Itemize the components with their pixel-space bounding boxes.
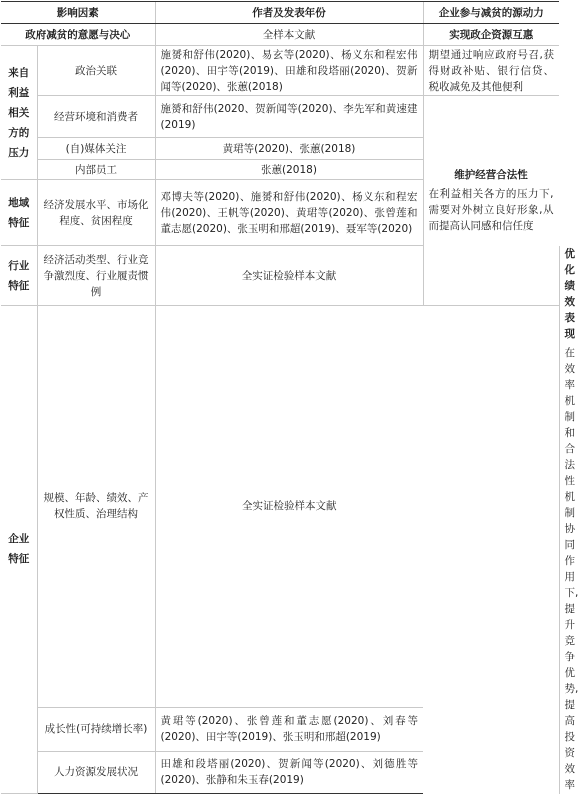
factor-cell: (自)媒体关注 xyxy=(37,138,155,160)
factor-cell: 经济活动类型、行业竞争激烈度、行业履责惯例 xyxy=(37,246,155,306)
sources-cell: 邓博夫等(2020)、施赟和舒伟(2020)、杨义东和程宏伟(2020)、王帆等(2020)、黄珺等(2020)、张曾莲和董志愿(2020)、张玉明和邢超(2019)、聂军等(2020) xyxy=(155,180,423,246)
group-label: 行业特征 xyxy=(1,246,37,306)
group-label: 来自利益相关方的压力 xyxy=(1,46,37,180)
motive-cell xyxy=(423,96,559,306)
sources-cell: 全实证检验样本文献 xyxy=(155,246,423,306)
factor-cell: 政治关联 xyxy=(37,46,155,96)
group-label: 企业特征 xyxy=(1,306,37,794)
sources-cell: 黄珺等(2020)、张蕙(2018) xyxy=(155,138,423,160)
factor-cell: 人力资源发展状况 xyxy=(37,751,155,793)
factor-cell: 经营环境和消费者 xyxy=(37,96,155,138)
factor-cell: 规模、年龄、绩效、产权性质、治理结构 xyxy=(37,306,155,708)
motive-heading: 维护经营合法性 xyxy=(454,169,528,181)
header-motive: 企业参与减贫的源动力 xyxy=(423,2,559,24)
sources-cell: 施赟和舒伟(2020)、易玄等(2020)、杨义东和程宏伟(2020)、田宇等(2019)、田雄和段塔丽(2020)、贺新闻等(2020)、张蕙(2018) xyxy=(155,46,423,96)
factor-cell: 成长性(可持续增长率) xyxy=(37,707,155,751)
table-row xyxy=(1,96,559,138)
header-row xyxy=(1,2,559,24)
header-sources: 作者及发表年份 xyxy=(155,2,423,24)
table-row xyxy=(1,306,559,708)
table-row xyxy=(1,24,559,46)
table-row xyxy=(1,707,559,751)
table-row xyxy=(1,46,559,96)
factor-cell: 政府减贫的意愿与决心 xyxy=(1,24,155,46)
table-row xyxy=(1,751,559,793)
sources-cell: 全样本文献 xyxy=(155,24,423,46)
sources-cell: 张蕙(2018) xyxy=(155,160,423,180)
sources-cell: 施赟和舒伟(2020、贺新闻等(2020)、李先军和黄速建(2019) xyxy=(155,96,423,138)
group-label: 地域特征 xyxy=(1,180,37,246)
motive-text: 期望通过响应政府号召,获得财政补贴、银行信贷、税收减免及其他便利 xyxy=(423,46,559,96)
sources-cell: 黄珺等(2020)、张曾莲和董志愿(2020)、刘春等(2020)、田宇等(2019)、张玉明和邢超(2019) xyxy=(155,707,423,751)
sources-cell: 田雄和段塔丽(2020)、贺新闻等(2020)、刘德胜等(2020)、张静和朱玉春(2019) xyxy=(155,751,423,793)
sources-cell: 全实证检验样本文献 xyxy=(155,306,423,708)
factor-cell: 内部员工 xyxy=(37,160,155,180)
table-row: 行业特征 经济活动类型、行业竞争激烈度、行业履责惯例 全实证检验样本文献 优化绩效表现 在效率机制和合法性机制协同作用下,提升竞争优势,提高投资效率 xyxy=(1,246,559,306)
motive-text: 在利益相关各方的压力下,需要对外树立良好形象,从而提高认同感和信任度 xyxy=(428,188,554,232)
factor-table xyxy=(1,1,578,794)
factor-cell: 经济发展水平、市场化程度、贫困程度 xyxy=(37,180,155,246)
header-factor: 影响因素 xyxy=(1,2,155,24)
motive-heading: 实现政企资源互惠 xyxy=(423,24,559,46)
